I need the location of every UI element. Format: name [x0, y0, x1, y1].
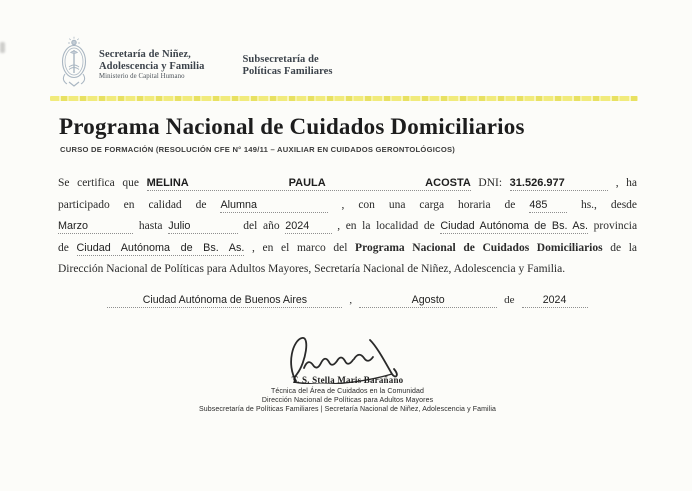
dni-label: DNI: — [478, 177, 503, 189]
student-name-field: MELINA PAULA ACOSTA — [146, 177, 471, 189]
date-place-field: Ciudad Autónoma de Buenos Aires — [107, 294, 342, 308]
date-year-field: 2024 — [522, 294, 588, 308]
year-label: del año — [243, 220, 280, 232]
org-primary-subline: Ministerio de Capital Humano — [99, 73, 185, 80]
date-month-field: Agosto — [359, 294, 497, 308]
signatory-name: T. S. Stella Maris Barañano — [291, 375, 404, 385]
body-line-5: Dirección Nacional de Políticas para Adultos Mayores, Secretaría Nacional de Niñez, Adolescencia y Familia. — [58, 263, 566, 275]
org-secondary-line2: Políticas Familiares — [242, 65, 333, 77]
date-comma: , — [349, 294, 353, 306]
role-field: Alumna — [220, 199, 327, 213]
signatory-role-line2: Dirección Nacional de Políticas para Adultos Mayores — [261, 397, 434, 404]
certificate-title: Programa Nacional de Cuidados Domiciliarios — [59, 114, 525, 139]
org-primary-line2: Adolescencia y Familia — [99, 60, 205, 72]
province-field: Ciudad Autónoma de Bs. As. — [76, 241, 245, 254]
org-secondary-line1: Subsecretaría de — [242, 54, 319, 65]
line4-post-text: de la — [610, 241, 638, 254]
body-line-1 — [58, 177, 637, 199]
certifies-label: Se certifica que — [58, 177, 139, 189]
locality-field: Ciudad Autónoma de Bs. As. — [440, 220, 589, 232]
signatory-role-line1: Técnica del Área de Cuidados en la Comunidad — [270, 388, 425, 395]
body-line-2 — [58, 199, 637, 221]
body-line-4 — [58, 242, 637, 264]
month-to-field: Julio — [168, 220, 237, 234]
dni-field: 31.526.977 — [510, 177, 608, 191]
after-dni-text: , ha — [615, 177, 638, 189]
line4-mid-text: , en el marco del — [252, 241, 348, 254]
date-de-label: de — [504, 294, 515, 306]
org-secondary-block — [242, 54, 332, 88]
year-field: 2024 — [285, 220, 331, 234]
date-line — [58, 294, 637, 308]
hours-field: 485 — [529, 199, 567, 213]
province-label: provincia — [593, 220, 638, 232]
line2-pre-text: participado en calidad de — [58, 198, 207, 211]
line2-mid-text: , con una carga horaria de — [341, 198, 516, 211]
month-from-field: Marzo — [58, 220, 133, 234]
org-primary-block — [99, 49, 204, 88]
certificate-subtitle: CURSO DE FORMACIÓN (RESOLUCIÓN CFE N° 149/11 – AUXILIAR EN CUIDADOS GERONTOLÓGICOS) — [60, 145, 456, 154]
certificate-body — [58, 177, 637, 285]
locality-label: , en la localidad de — [337, 220, 435, 232]
line2-post-text: hs., desde — [580, 198, 638, 211]
header — [57, 36, 333, 88]
coat-of-arms-logo — [57, 36, 91, 88]
line4-pre-text: de — [58, 241, 69, 254]
accent-dashed-band — [50, 96, 638, 101]
program-name-text: Programa Nacional de Cuidados Domiciliarios — [355, 241, 603, 254]
signatory-role-line3: Subsecretaría de Políticas Familiares | Secretaría Nacional de Niñez, Adolescencia y Familia — [199, 406, 496, 413]
until-label: hasta — [138, 220, 163, 232]
body-line-3 — [58, 220, 637, 242]
org-primary-line1: Secretaría de Niñez, — [99, 49, 191, 60]
scan-smudge — [0, 42, 5, 53]
